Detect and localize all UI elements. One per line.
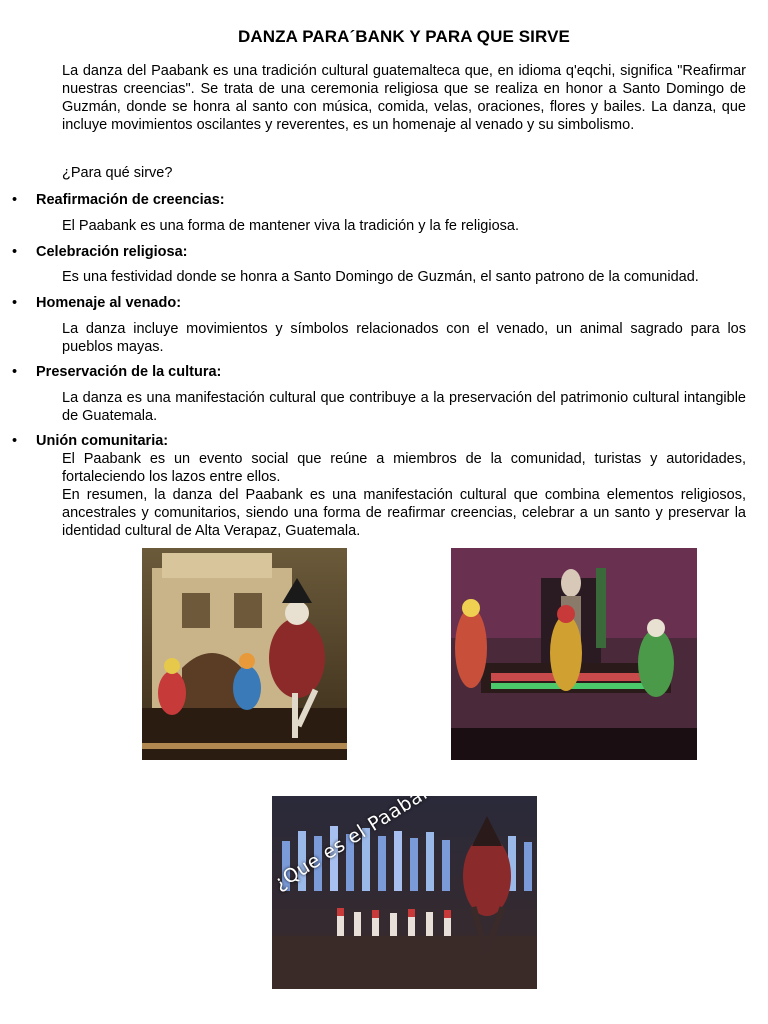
bullet-text: El Paabank es un evento social que reúne a miembros de la comunidad, turistas y autoridades, fortaleciendo los lazos entre ellos. <box>62 451 746 485</box>
photo-dancers-altar <box>451 548 697 760</box>
photo-paabank-stage-image <box>272 796 537 989</box>
bullet-item-3 <box>12 294 181 312</box>
bullet-text: La danza incluye movimientos y símbolos relacionados con el venado, un animal sagrado para los pueblos mayas. <box>62 321 746 355</box>
bullet-item-4 <box>12 363 221 381</box>
bullet-dot: • <box>12 295 18 311</box>
intro-paragraph: La danza del Paabank es una tradición cultural guatemalteca que, en idioma q'eqchi, significa "Reafirmar nuestras creencias". Se trata de una ceremonia religiosa que se realiza en honor a Santo Domingo de Guzmán, donde se honra al santo con música, comida, velas, oraciones, flores y bailes. La danza, que incluye movimientos oscilantes y reverentes, es un homenaje al venado y su simbolismo. <box>62 63 746 133</box>
photo-dancers-church <box>142 548 347 760</box>
bullet-heading: Reafirmación de creencias: <box>36 192 225 208</box>
bullet-text: Es una festividad donde se honra a Santo Domingo de Guzmán, el santo patrono de la comunidad. <box>62 269 699 285</box>
bullet-item-5 <box>12 432 168 450</box>
bullet-dot: • <box>12 433 18 449</box>
bullet-dot: • <box>12 244 18 260</box>
bullet-heading: Celebración religiosa: <box>36 244 188 260</box>
bullet-text: La danza es una manifestación cultural que contribuye a la preservación del patrimonio cultural intangible de Guatemala. <box>62 390 746 424</box>
photo-overlay-text: ¿Que es el <box>272 820 371 895</box>
bullet-item-2 <box>12 243 188 261</box>
page-title: DANZA PARA´BANK Y PARA QUE SIRVE <box>238 27 570 46</box>
bullet-heading: Unión comunitaria: <box>36 433 169 449</box>
photo-paabank-stage <box>272 796 537 989</box>
photo-dancers-church-image <box>142 548 347 760</box>
question-line: ¿Para qué sirve? <box>62 165 173 181</box>
bullet-heading: Homenaje al venado: <box>36 295 182 311</box>
bullet-dot: • <box>12 364 18 380</box>
photo-dancers-altar-image <box>451 548 697 760</box>
bullet-dot: • <box>12 192 18 208</box>
bullet-text: El Paabank es una forma de mantener viva la tradición y la fe religiosa. <box>62 218 519 234</box>
bullet-heading: Preservación de la cultura: <box>36 364 222 380</box>
bullet-item-1 <box>12 191 225 209</box>
summary-paragraph: En resumen, la danza del Paabank es una manifestación cultural que combina elementos religiosos, ancestrales y comunitarios, siendo una forma de reafirmar creencias, celebrar a un santo y preservar la identidad cultural de Alta Verapaz, Guatemala. <box>62 487 746 539</box>
